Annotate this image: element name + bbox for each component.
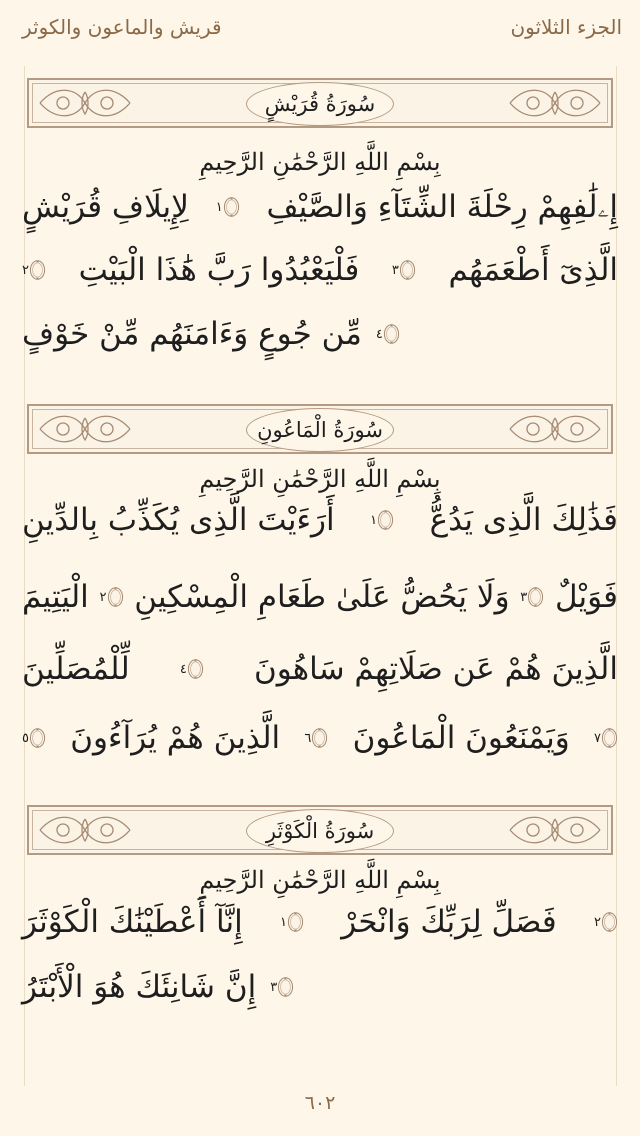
ayah-end-icon <box>601 723 618 753</box>
ayah-end-icon <box>527 582 544 612</box>
page-number: ٦٠٢ <box>304 1092 336 1114</box>
ayah-marker[interactable] <box>100 582 124 612</box>
verse-text[interactable]: أَرَءَيْتَ الَّذِى يُكَذِّبُ بِالدِّينِ <box>22 502 335 538</box>
arabesque-ornament-icon <box>505 84 605 122</box>
ayah-end-icon <box>377 505 394 535</box>
verse-text[interactable]: مِّن جُوعٍ وَءَامَنَهُم مِّنْ خَوْفٍ <box>22 316 362 352</box>
ayah-number: ٧ <box>594 730 601 746</box>
verse-line <box>22 301 618 367</box>
verse-text[interactable]: الَّذِينَ هُمْ يُرَآءُونَ <box>70 720 281 756</box>
basmala: بِسْمِ اللَّهِ الرَّحْمَٰنِ الرَّحِيمِ <box>199 148 441 176</box>
verse-text[interactable]: الْيَتِيمَ <box>22 579 89 615</box>
ayah-marker[interactable] <box>270 972 294 1002</box>
ayah-marker[interactable] <box>280 907 304 937</box>
ayah-marker[interactable] <box>22 723 46 753</box>
ayah-marker[interactable] <box>376 319 400 349</box>
ayah-marker[interactable] <box>594 907 618 937</box>
ayah-end-icon <box>399 255 416 285</box>
ayah-end-icon <box>29 723 46 753</box>
ayah-end-icon <box>601 907 618 937</box>
ayah-end-icon <box>311 723 328 753</box>
verse-line <box>22 174 618 240</box>
surah-title-cartouche <box>246 82 394 126</box>
ayah-number: ٤ <box>179 661 187 677</box>
verse-line <box>22 954 618 1020</box>
basmala: بِسْمِ اللَّهِ الرَّحْمَٰنِ الرَّحِيمِ <box>199 465 441 493</box>
surah-title: سُورَةُ الْمَاعُونِ <box>257 418 383 442</box>
ayah-end-icon <box>107 582 124 612</box>
ayah-marker[interactable] <box>216 192 240 222</box>
ayah-number: ٤ <box>375 326 383 342</box>
ayah-marker[interactable] <box>22 255 46 285</box>
ayah-number: ١ <box>370 512 378 528</box>
verse-text[interactable]: إِنَّ شَانِئَكَ هُوَ الْأَبْتَرُ <box>22 969 257 1005</box>
ayah-end-icon <box>29 255 46 285</box>
ayah-marker[interactable] <box>520 582 544 612</box>
verse-line <box>22 705 618 771</box>
verse-text[interactable]: الَّذِىٓ أَطْعَمَهُم <box>448 252 618 288</box>
arabesque-ornament-icon <box>505 811 605 849</box>
ayah-end-icon <box>223 192 240 222</box>
arabesque-ornament-icon <box>35 811 135 849</box>
arabesque-ornament-icon <box>35 410 135 448</box>
ayah-end-icon <box>383 319 400 349</box>
ayah-number: ٦ <box>304 730 312 746</box>
ayah-end-icon <box>277 972 294 1002</box>
verse-text[interactable]: وَلَا يَحُضُّ عَلَىٰ طَعَامِ الْمِسْكِينِ <box>134 579 510 615</box>
ayah-marker[interactable] <box>594 723 618 753</box>
arabesque-ornament-icon <box>505 410 605 448</box>
surah-title-cartouche <box>246 809 394 853</box>
ayah-number: ١ <box>215 199 223 215</box>
surah-title: سُورَةُ الْكَوْثَرِ <box>265 819 375 843</box>
surah-title-cartouche <box>246 408 394 452</box>
verse-text[interactable]: إِنَّآ أَعْطَيْنَٰكَ الْكَوْثَرَ <box>22 904 243 940</box>
verse-text[interactable]: لِّلْمُصَلِّينَ <box>22 651 130 687</box>
surah-header-banner <box>27 805 613 855</box>
verse-text[interactable]: فَوَيْلٌ <box>555 579 618 615</box>
arabesque-ornament-icon <box>35 84 135 122</box>
verse-line <box>22 237 618 303</box>
ayah-number: ٣ <box>270 979 278 995</box>
verse-text[interactable]: إِۦلَٰفِهِمْ رِحْلَةَ الشِّتَآءِ وَالصَّيْفِ <box>266 188 618 225</box>
ayah-number: ٣ <box>520 589 528 605</box>
ayah-number: ٢ <box>22 262 29 278</box>
verse-line <box>22 889 618 955</box>
ayah-end-icon <box>287 907 304 937</box>
verse-line <box>22 564 618 630</box>
ayah-number: ٥ <box>22 730 30 746</box>
verse-text[interactable]: الَّذِينَ هُمْ عَن صَلَاتِهِمْ سَاهُونَ <box>254 651 618 687</box>
surah-header-banner <box>27 78 613 128</box>
ayah-marker[interactable] <box>304 723 328 753</box>
page-header <box>0 0 640 54</box>
ayah-end-icon <box>187 654 204 684</box>
verse-text[interactable]: فَلْيَعْبُدُوا رَبَّ هَٰذَا الْبَيْتِ <box>78 252 360 288</box>
ayah-number: ٢ <box>99 589 107 605</box>
ayah-marker[interactable] <box>370 505 394 535</box>
ayah-number: ٢ <box>594 914 601 930</box>
basmala: بِسْمِ اللَّهِ الرَّحْمَٰنِ الرَّحِيمِ <box>199 866 441 894</box>
surah-names: قريش والماعون والكوثر <box>22 15 222 39</box>
verse-line <box>22 636 618 702</box>
verse-line <box>22 487 618 553</box>
verse-text[interactable]: وَيَمْنَعُونَ الْمَاعُونَ <box>352 720 570 756</box>
verse-text[interactable]: فَصَلِّ لِرَبِّكَ وَانْحَرْ <box>341 904 557 940</box>
juz-name: الجزء الثلاثون <box>510 15 622 39</box>
verse-text[interactable]: فَذَٰلِكَ الَّذِى يَدُعُّ <box>429 502 618 538</box>
verse-text[interactable]: لِإِيلَافِ قُرَيْشٍ <box>22 189 189 225</box>
ayah-number: ٣ <box>391 262 399 278</box>
ayah-marker[interactable] <box>180 654 204 684</box>
surah-title: سُورَةُ قُرَيْشٍ <box>264 92 376 116</box>
ayah-marker[interactable] <box>392 255 416 285</box>
surah-header-banner <box>27 404 613 454</box>
ayah-number: ١ <box>279 914 287 930</box>
